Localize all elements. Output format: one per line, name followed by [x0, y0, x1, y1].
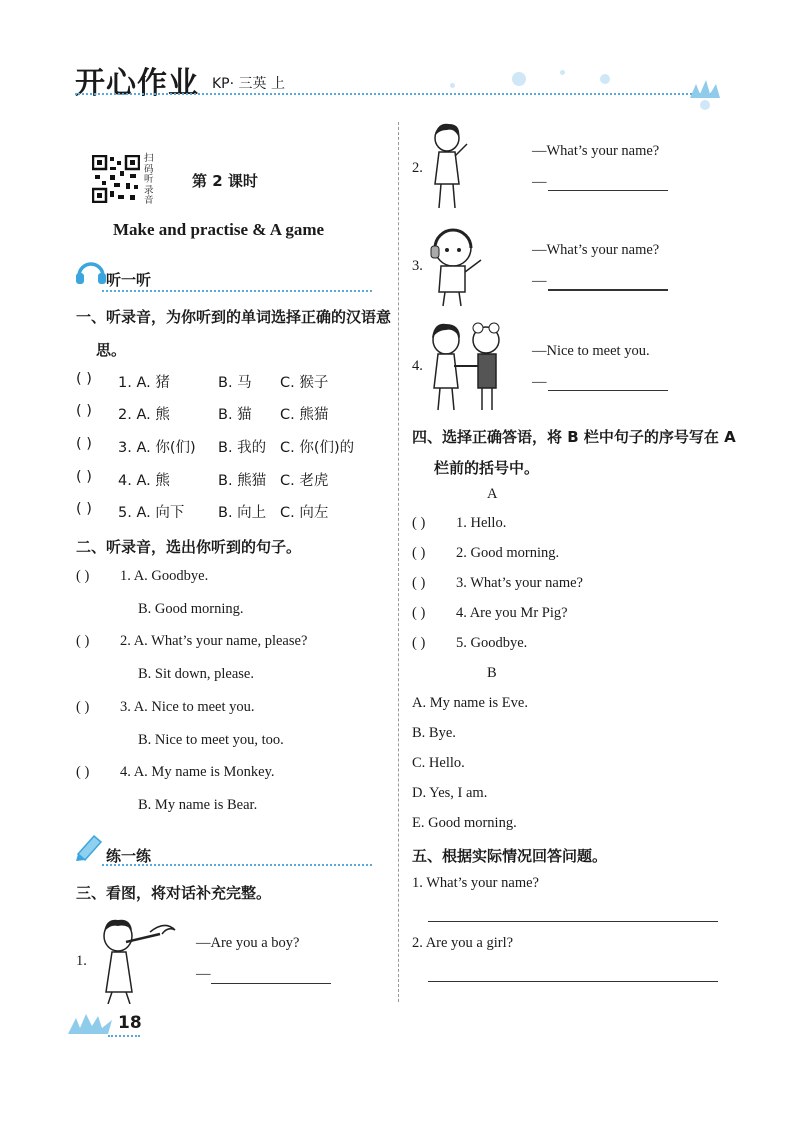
item-number: 4. — [412, 358, 423, 374]
lesson-subtitle: Make and practise & A game — [113, 220, 325, 239]
a-item-text: 1. Hello. — [456, 515, 507, 531]
option-b[interactable]: B. Nice to meet you, too. — [138, 732, 284, 748]
option-a[interactable]: 2. A. What’s your name, please? — [120, 633, 308, 649]
sec5-title: 五、根据实际情况回答问题。 — [412, 847, 608, 865]
answer-paren[interactable]: ( ) — [76, 568, 90, 584]
practice-header-line — [102, 864, 372, 866]
b-item: E. Good morning. — [412, 815, 517, 831]
dialog-question: —Nice to meet you. — [532, 343, 650, 359]
headphones-icon — [74, 256, 108, 286]
option-b[interactable]: B. 猫 — [218, 407, 252, 423]
answer-paren[interactable]: ( ) — [76, 469, 92, 485]
sec4-title-line2: 栏前的括号中。 — [434, 459, 540, 477]
list-item — [76, 699, 255, 716]
answer-paren[interactable]: ( ) — [412, 605, 426, 621]
sec1-title-line2: 思。 — [96, 341, 127, 359]
option-a[interactable]: 5. A. 向下 — [118, 505, 185, 521]
answer-paren[interactable]: ( ) — [412, 575, 426, 591]
option-a[interactable]: 1. A. 猪 — [118, 375, 170, 391]
qr-code-icon[interactable] — [92, 155, 140, 203]
dialog-dash: — — [532, 374, 547, 390]
dialog-dash: — — [196, 966, 211, 982]
answer-blank[interactable] — [548, 289, 668, 291]
girl-waving-illustration — [425, 120, 475, 212]
item-number: 2. — [412, 160, 423, 176]
list-item — [76, 403, 386, 423]
lesson-title: 第 2 课时 — [192, 172, 258, 190]
dialog-question: —Are you a boy? — [196, 935, 300, 951]
sec2-title: 二、听录音，选出你听到的句子。 — [76, 538, 302, 556]
sec4-title-line1: 四、选择正确答语，将 B 栏中句子的序号写在 A — [412, 428, 736, 446]
list-item — [76, 764, 275, 781]
column-divider — [398, 122, 399, 1002]
option-b[interactable]: B. Good morning. — [138, 601, 244, 617]
option-b[interactable]: B. Sit down, please. — [138, 666, 254, 682]
option-a[interactable]: 2. A. 熊 — [118, 407, 170, 423]
option-b[interactable]: B. 马 — [218, 375, 252, 391]
option-a[interactable]: 3. A. Nice to meet you. — [120, 699, 255, 715]
answer-paren[interactable]: ( ) — [412, 515, 426, 531]
option-a[interactable]: 3. A. 你(们) — [118, 440, 196, 456]
list-item — [76, 371, 386, 391]
pencil-icon — [74, 830, 106, 862]
a-item-text: 3. What’s your name? — [456, 575, 583, 591]
monkey-with-headphones-illustration — [425, 220, 491, 310]
book-subtitle: KP· 三英 上 — [212, 76, 285, 92]
bubble-icon — [560, 70, 565, 75]
option-c[interactable]: C. 猴子 — [280, 375, 329, 391]
option-b[interactable]: B. 我的 — [218, 440, 267, 456]
list-item — [76, 469, 386, 489]
sec3-title: 三、看图，将对话补充完整。 — [76, 884, 272, 902]
a-item-text: 5. Goodbye. — [456, 635, 528, 651]
item-number: 3. — [412, 258, 423, 274]
list-item — [412, 605, 568, 622]
question: 1. What’s your name? — [412, 875, 539, 891]
answer-paren[interactable]: ( ) — [76, 699, 90, 715]
option-a[interactable]: 4. A. My name is Monkey. — [120, 764, 275, 780]
brand-title: 开心作业 — [75, 66, 199, 101]
answer-blank[interactable] — [428, 981, 718, 982]
splash-icon — [688, 78, 722, 100]
answer-paren[interactable]: ( ) — [76, 633, 90, 649]
bubble-icon — [700, 100, 710, 110]
answer-blank[interactable] — [548, 390, 668, 391]
question: 2. Are you a girl? — [412, 935, 514, 951]
column-b-heading: B — [487, 665, 497, 681]
b-item: A. My name is Eve. — [412, 695, 528, 711]
list-item — [76, 633, 307, 650]
option-c[interactable]: C. 向左 — [280, 505, 329, 521]
answer-blank[interactable] — [548, 190, 668, 191]
list-item — [76, 501, 386, 521]
answer-blank[interactable] — [428, 921, 718, 922]
option-b[interactable]: B. 熊猫 — [218, 473, 267, 489]
answer-paren[interactable]: ( ) — [412, 545, 426, 561]
list-item — [76, 436, 386, 456]
answer-paren[interactable]: ( ) — [76, 371, 92, 387]
b-item: C. Hello. — [412, 755, 465, 771]
list-item — [412, 545, 559, 562]
bubble-icon — [512, 72, 526, 86]
practice-section-header: 练一练 — [106, 847, 152, 865]
listen-section-header: 听一听 — [106, 271, 152, 289]
option-b[interactable]: B. My name is Bear. — [138, 797, 258, 813]
qr-caption: 扫码听录音 — [144, 153, 154, 206]
option-c[interactable]: C. 你(们)的 — [280, 440, 355, 456]
item-number: 1. — [76, 953, 87, 969]
bubble-icon — [450, 83, 455, 88]
option-b[interactable]: B. 向上 — [218, 505, 267, 521]
option-c[interactable]: C. 老虎 — [280, 473, 329, 489]
dialog-dash: — — [532, 174, 547, 190]
answer-paren[interactable]: ( ) — [76, 501, 92, 517]
column-a-heading: A — [487, 486, 498, 502]
answer-paren[interactable]: ( ) — [76, 403, 92, 419]
dialog-dash: — — [532, 273, 547, 289]
answer-paren[interactable]: ( ) — [76, 764, 90, 780]
option-a[interactable]: 1. A. Goodbye. — [120, 568, 209, 584]
page-number: 18 — [118, 1013, 142, 1033]
list-item — [412, 635, 527, 652]
girl-and-dog-handshake-illustration — [426, 318, 510, 414]
dialog-question: —What’s your name? — [532, 143, 660, 159]
answer-paren[interactable]: ( ) — [412, 635, 426, 651]
a-item-text: 2. Good morning. — [456, 545, 560, 561]
option-c[interactable]: C. 熊猫 — [280, 407, 329, 423]
header-divider — [75, 93, 715, 95]
answer-blank[interactable] — [211, 983, 331, 984]
list-item — [412, 575, 583, 592]
bubble-icon — [600, 74, 610, 84]
splash-icon — [66, 1012, 114, 1036]
b-item: D. Yes, I am. — [412, 785, 488, 801]
boy-playing-flute-illustration — [90, 912, 180, 1004]
sec1-title-line1: 一、听录音，为你听到的单词选择正确的汉语意 — [76, 308, 392, 326]
list-item — [76, 568, 208, 585]
list-item — [412, 515, 506, 532]
answer-paren[interactable]: ( ) — [76, 436, 92, 452]
a-item-text: 4. Are you Mr Pig? — [456, 605, 568, 621]
listen-header-line — [102, 290, 372, 292]
dialog-question: —What’s your name? — [532, 242, 660, 258]
option-a[interactable]: 4. A. 熊 — [118, 473, 170, 489]
footer-dots — [108, 1035, 140, 1037]
b-item: B. Bye. — [412, 725, 456, 741]
